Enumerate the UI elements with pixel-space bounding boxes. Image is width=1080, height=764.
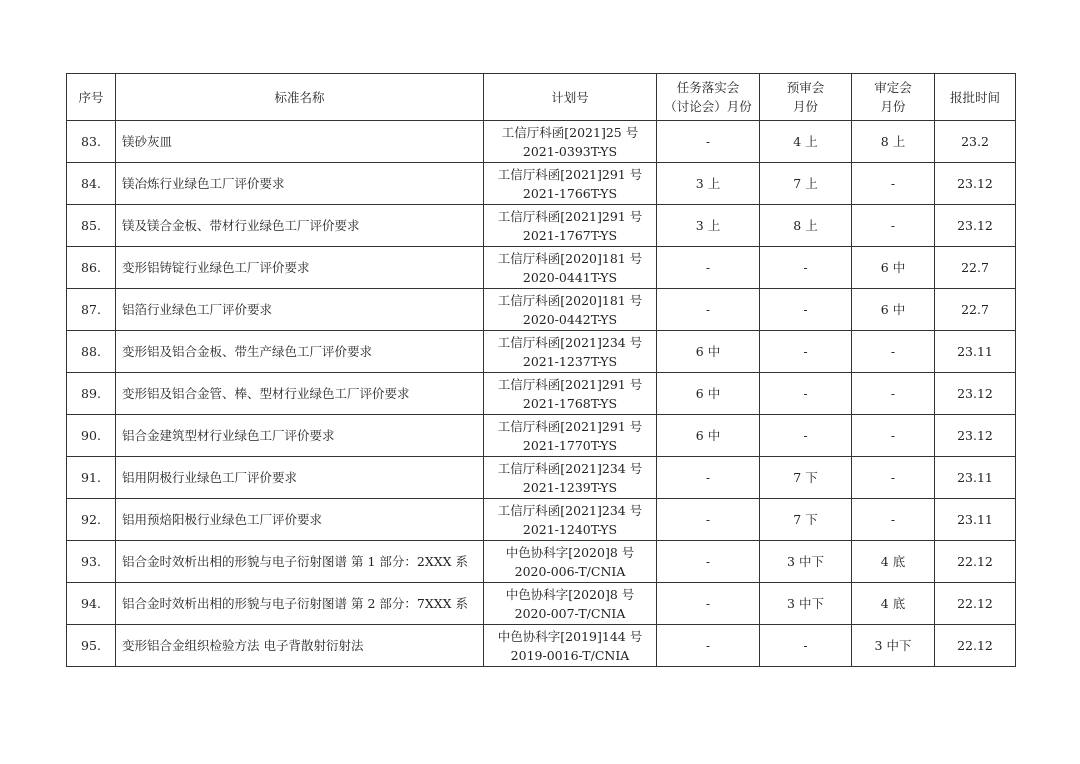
cell-name: 铝箔行业绿色工厂评价要求 [116, 289, 484, 331]
header-task-line2: （讨论会）月份 [664, 99, 752, 114]
plan-project-code: 2021-1237T-YS [522, 353, 618, 369]
cell-approval-time: 23.12 [935, 163, 1016, 205]
cell-plan-no [484, 289, 657, 331]
cell-no: 83. [67, 121, 116, 163]
cell-task-month: - [657, 625, 760, 667]
plan-document-number: 工信厅科函[2021]234 号 [497, 460, 643, 476]
standards-table-container [66, 73, 1016, 667]
cell-prereview-month: 4 上 [760, 121, 852, 163]
cell-final-month: 4 底 [852, 583, 935, 625]
cell-prereview-month: 7 上 [760, 163, 852, 205]
plan-document-number: 工信厅科函[2021]291 号 [497, 418, 643, 434]
table-row [67, 541, 1016, 583]
cell-approval-time: 22.12 [935, 583, 1016, 625]
header-approval-time: 报批时间 [935, 74, 1016, 121]
plan-project-code: 2021-1239T-YS [522, 479, 618, 495]
cell-plan-no [484, 163, 657, 205]
table-row [67, 289, 1016, 331]
header-final-line2: 月份 [880, 99, 906, 114]
plan-project-code: 2021-1768T-YS [522, 395, 618, 411]
header-prereview-line2: 月份 [792, 99, 818, 114]
table-row [67, 247, 1016, 289]
cell-plan-no [484, 205, 657, 247]
cell-approval-time: 23.2 [935, 121, 1016, 163]
cell-name: 镁冶炼行业绿色工厂评价要求 [116, 163, 484, 205]
cell-final-month: - [852, 163, 935, 205]
cell-prereview-month: - [760, 625, 852, 667]
cell-approval-time: 23.12 [935, 205, 1016, 247]
table-row [67, 499, 1016, 541]
cell-prereview-month: - [760, 331, 852, 373]
cell-prereview-month: 3 中下 [760, 541, 852, 583]
plan-document-number: 工信厅科函[2021]291 号 [497, 376, 643, 392]
cell-final-month: - [852, 499, 935, 541]
plan-document-number: 中色协科字[2020]8 号 [505, 544, 635, 560]
cell-task-month: - [657, 289, 760, 331]
plan-document-number: 工信厅科函[2021]25 号 [501, 124, 639, 140]
header-prereview-line1: 预审会 [786, 80, 825, 95]
cell-no: 92. [67, 499, 116, 541]
plan-document-number: 工信厅科函[2021]234 号 [497, 334, 643, 350]
cell-plan-no [484, 415, 657, 457]
plan-project-code: 2021-1767T-YS [522, 227, 618, 243]
table-row [67, 121, 1016, 163]
cell-plan-no [484, 583, 657, 625]
cell-no: 87. [67, 289, 116, 331]
plan-project-code: 2021-1766T-YS [522, 185, 618, 201]
cell-approval-time: 22.12 [935, 541, 1016, 583]
cell-approval-time: 23.11 [935, 499, 1016, 541]
plan-document-number: 工信厅科函[2020]181 号 [497, 250, 643, 266]
cell-task-month: 3 上 [657, 205, 760, 247]
plan-document-number: 工信厅科函[2020]181 号 [497, 292, 643, 308]
cell-final-month: 6 中 [852, 247, 935, 289]
table-row [67, 331, 1016, 373]
cell-no: 88. [67, 331, 116, 373]
cell-final-month: - [852, 457, 935, 499]
header-no: 序号 [67, 74, 116, 121]
cell-name: 铝用预焙阳极行业绿色工厂评价要求 [116, 499, 484, 541]
cell-plan-no [484, 331, 657, 373]
table-row [67, 625, 1016, 667]
plan-document-number: 工信厅科函[2021]291 号 [497, 208, 643, 224]
cell-no: 93. [67, 541, 116, 583]
cell-final-month: 6 中 [852, 289, 935, 331]
cell-plan-no [484, 625, 657, 667]
cell-name: 变形铝及铝合金管、棒、型材行业绿色工厂评价要求 [116, 373, 484, 415]
plan-project-code: 2020-007-T/CNIA [514, 605, 626, 621]
cell-approval-time: 23.11 [935, 457, 1016, 499]
cell-prereview-month: - [760, 415, 852, 457]
cell-final-month: 8 上 [852, 121, 935, 163]
table-row [67, 373, 1016, 415]
cell-plan-no [484, 541, 657, 583]
table-row [67, 583, 1016, 625]
cell-task-month: - [657, 583, 760, 625]
cell-task-month: 6 中 [657, 373, 760, 415]
cell-no: 90. [67, 415, 116, 457]
cell-task-month: 6 中 [657, 331, 760, 373]
cell-final-month: 3 中下 [852, 625, 935, 667]
cell-prereview-month: 7 下 [760, 457, 852, 499]
standards-table [66, 73, 1016, 667]
cell-name: 镁及镁合金板、带材行业绿色工厂评价要求 [116, 205, 484, 247]
cell-task-month: - [657, 499, 760, 541]
cell-name: 铝用阴极行业绿色工厂评价要求 [116, 457, 484, 499]
cell-no: 95. [67, 625, 116, 667]
cell-approval-time: 23.12 [935, 415, 1016, 457]
header-task-month [657, 74, 760, 121]
cell-name: 铝合金时效析出相的形貌与电子衍射图谱 第 2 部分：7XXX 系 [116, 583, 484, 625]
cell-name: 变形铝铸锭行业绿色工厂评价要求 [116, 247, 484, 289]
table-row [67, 205, 1016, 247]
header-prereview-month [760, 74, 852, 121]
cell-plan-no [484, 499, 657, 541]
cell-final-month: - [852, 415, 935, 457]
table-body [67, 121, 1016, 667]
header-final-line1: 审定会 [874, 80, 912, 95]
cell-final-month: - [852, 205, 935, 247]
cell-final-month: - [852, 331, 935, 373]
header-final-month [852, 74, 935, 121]
plan-project-code: 2021-1770T-YS [522, 437, 618, 453]
cell-final-month: 4 底 [852, 541, 935, 583]
cell-approval-time: 22.7 [935, 289, 1016, 331]
cell-name: 铝合金时效析出相的形貌与电子衍射图谱 第 1 部分：2XXX 系 [116, 541, 484, 583]
table-row [67, 163, 1016, 205]
cell-final-month: - [852, 373, 935, 415]
cell-name: 变形铝合金组织检验方法 电子背散射衍射法 [116, 625, 484, 667]
cell-approval-time: 23.12 [935, 373, 1016, 415]
plan-project-code: 2021-1240T-YS [522, 521, 618, 537]
cell-name: 镁砂灰皿 [116, 121, 484, 163]
cell-plan-no [484, 247, 657, 289]
cell-name: 变形铝及铝合金板、带生产绿色工厂评价要求 [116, 331, 484, 373]
cell-no: 85. [67, 205, 116, 247]
plan-project-code: 2021-0393T-YS [522, 143, 618, 159]
cell-plan-no [484, 457, 657, 499]
plan-document-number: 工信厅科函[2021]291 号 [497, 166, 643, 182]
plan-document-number: 中色协科字[2019]144 号 [497, 628, 643, 644]
cell-prereview-month: - [760, 247, 852, 289]
cell-approval-time: 22.7 [935, 247, 1016, 289]
plan-project-code: 2020-006-T/CNIA [514, 563, 626, 579]
cell-no: 84. [67, 163, 116, 205]
table-header-row [67, 74, 1016, 121]
cell-prereview-month: - [760, 289, 852, 331]
cell-prereview-month: - [760, 373, 852, 415]
cell-plan-no [484, 121, 657, 163]
cell-task-month: - [657, 247, 760, 289]
header-plan-no: 计划号 [484, 74, 657, 121]
plan-project-code: 2019-0016-T/CNIA [510, 647, 630, 663]
cell-task-month: 3 上 [657, 163, 760, 205]
cell-no: 94. [67, 583, 116, 625]
cell-approval-time: 23.11 [935, 331, 1016, 373]
table-row [67, 415, 1016, 457]
cell-no: 91. [67, 457, 116, 499]
cell-task-month: - [657, 541, 760, 583]
cell-no: 86. [67, 247, 116, 289]
plan-document-number: 工信厅科函[2021]234 号 [497, 502, 643, 518]
header-task-line1: 任务落实会 [676, 80, 740, 95]
plan-project-code: 2020-0442T-YS [522, 311, 618, 327]
cell-no: 89. [67, 373, 116, 415]
cell-prereview-month: 8 上 [760, 205, 852, 247]
cell-prereview-month: 3 中下 [760, 583, 852, 625]
cell-task-month: 6 中 [657, 415, 760, 457]
cell-prereview-month: 7 下 [760, 499, 852, 541]
cell-plan-no [484, 373, 657, 415]
plan-document-number: 中色协科字[2020]8 号 [505, 586, 635, 602]
table-row [67, 457, 1016, 499]
cell-name: 铝合金建筑型材行业绿色工厂评价要求 [116, 415, 484, 457]
plan-project-code: 2020-0441T-YS [522, 269, 618, 285]
cell-task-month: - [657, 457, 760, 499]
cell-approval-time: 22.12 [935, 625, 1016, 667]
cell-task-month: - [657, 121, 760, 163]
header-name: 标准名称 [116, 74, 484, 121]
